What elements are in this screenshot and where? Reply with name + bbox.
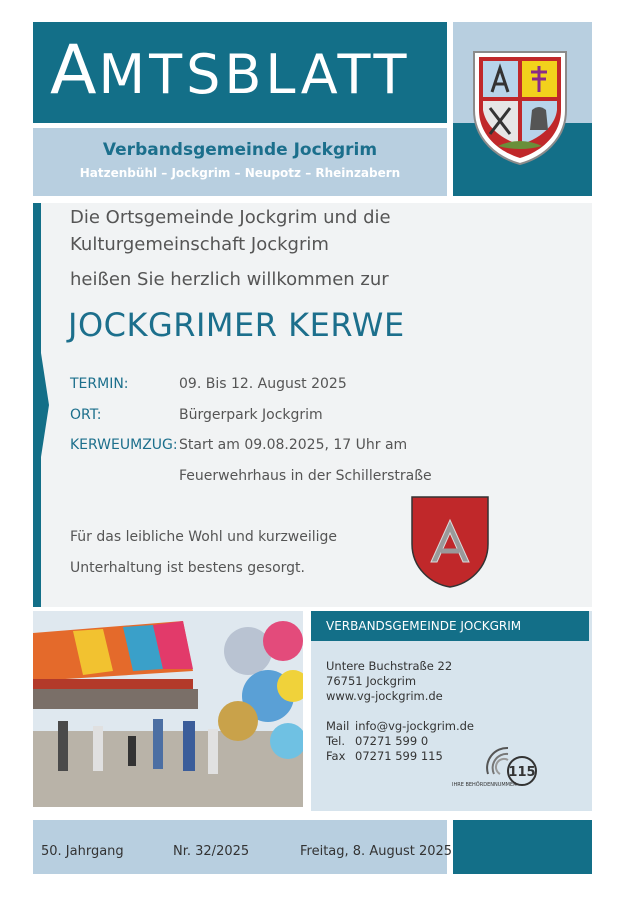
org-name: Verbandsgemeinde Jockgrim [102,140,378,160]
footer-accent-block [453,820,592,874]
detail-label-termin: TERMIN: [70,376,129,392]
contact-fax: 07271 599 115 [355,749,443,763]
member-towns: Hatzenbühl – Jockgrim – Neupotz – Rheinzabern [79,166,401,180]
masthead-title: AMTSBLATT [50,31,411,110]
panel-accent-arrow [33,203,49,607]
intro-text: Die Ortsgemeinde Jockgrim und die Kulturgemeinschaft Jockgrim [70,207,391,255]
detail-value-kerweumzug-cont: Feuerwehrhaus in der Schillerstraße [179,468,432,484]
contact-street: Untere Buchstraße 22 [326,659,453,673]
detail-value-kerweumzug: Start am 09.08.2025, 17 Uhr am [179,437,408,453]
announcement-panel [33,203,592,607]
contact-website-link[interactable]: www.vg-jockgrim.de [326,689,443,703]
mail-label: Mail [326,719,350,733]
contact-heading: VERBANDSGEMEINDE JOCKGRIM [311,611,589,641]
contact-fax-row [326,749,443,763]
closing-text-2: Unterhaltung ist bestens gesorgt. [70,560,305,576]
issue-number: Nr. 32/2025 [173,844,250,859]
contact-mail-link[interactable]: info@vg-jockgrim.de [355,719,474,733]
fax-label: Fax [326,749,346,763]
volume-label: 50. Jahrgang [41,844,124,859]
detail-label-kerweumzug: KERWEUMZUG: [70,437,178,453]
contact-tel-row [326,734,428,748]
logo-number: 115 [508,765,536,780]
tel-label: Tel. [326,734,345,748]
masthead-subtitle-banner [33,128,447,196]
contact-city: 76751 Jockgrim [326,674,417,688]
logo-caption: IHRE BEHÖRDENNUMMER [452,782,517,788]
issue-date: Freitag, 8. August 2025 [300,844,453,859]
detail-value-ort: Bürgerpark Jockgrim [179,407,323,423]
fair-photo [33,611,303,807]
welcome-text: heißen Sie herzlich willkommen zur [70,269,389,290]
event-headline: JOCKGRIMER KERWE [68,306,405,344]
detail-value-termin: 09. Bis 12. August 2025 [179,376,347,392]
jockgrim-shield-icon [411,496,489,588]
closing-text-1: Für das leibliche Wohl und kurzweilige [70,529,338,545]
coat-of-arms-icon [470,48,570,166]
detail-label-ort: ORT: [70,407,102,423]
contact-tel: 07271 599 0 [355,734,429,748]
contact-mail-row [326,719,474,733]
